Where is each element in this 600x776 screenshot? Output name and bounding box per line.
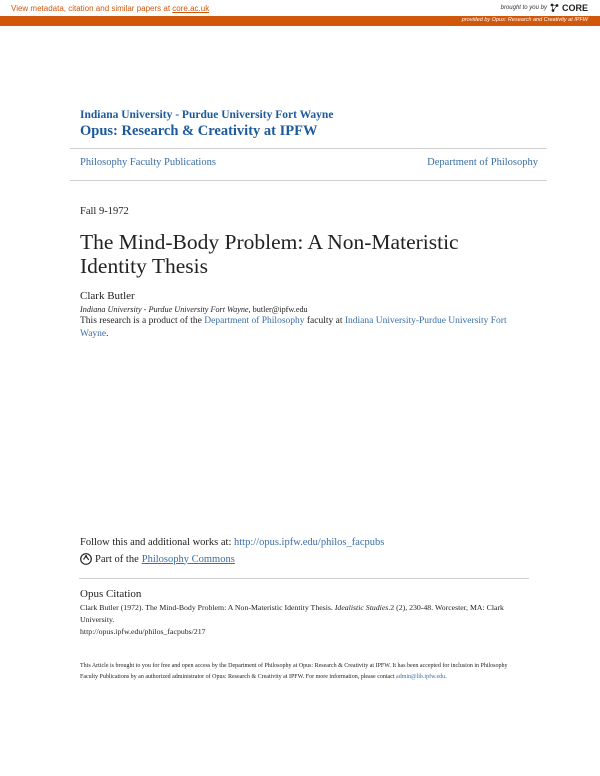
core-link-prefix: View metadata, citation and similar papers at bbox=[11, 4, 173, 13]
follow-url-link[interactable]: http://opus.ipfw.edu/philos_facpubs bbox=[234, 537, 385, 548]
product-institution-link[interactable]: Indiana University-Purdue University Fort Wayne bbox=[80, 316, 507, 339]
notice-text: This Article is brought to you for free and open access by the Department of Philosophy at Opus: Research & Creativity at IPFW. It has been accepted for inclusion in Philosophy Faculty Publications by an authorized administrator of Opus: Research & Creativity at IPFW. For more information, please contact bbox=[80, 663, 508, 680]
department-link[interactable]: Department of Philosophy bbox=[427, 157, 538, 168]
product-mid: faculty at bbox=[304, 316, 345, 326]
core-logo-icon bbox=[550, 3, 560, 13]
product-prefix: This research is a product of the bbox=[80, 316, 205, 326]
institution-name[interactable]: Indiana University - Purdue University Fort Wayne bbox=[80, 109, 334, 121]
article-title: The Mind-Body Problem: A Non-Materistic Identity Thesis bbox=[80, 230, 459, 278]
contact-email-link[interactable]: admin@lib.ipfw.edu bbox=[396, 673, 446, 680]
provided-by-bar bbox=[0, 16, 600, 26]
product-department-link[interactable]: Department of Philosophy bbox=[204, 316, 305, 326]
philosophy-commons-link[interactable]: Philosophy Commons bbox=[141, 553, 235, 565]
product-end: . bbox=[106, 329, 109, 339]
affiliation-separator: , bbox=[248, 305, 253, 314]
open-access-notice bbox=[80, 661, 525, 682]
follow-text: Follow this and additional works at: bbox=[80, 537, 234, 548]
author-affiliation bbox=[80, 305, 308, 314]
research-product-statement bbox=[80, 315, 520, 341]
collection-link[interactable]: Philosophy Faculty Publications bbox=[80, 157, 216, 168]
core-metadata-link[interactable] bbox=[11, 4, 209, 13]
citation-divider bbox=[79, 578, 529, 579]
part-of-prefix: Part of the bbox=[95, 553, 139, 565]
core-logo[interactable] bbox=[550, 3, 588, 13]
citation-journal: Idealistic Studies bbox=[334, 603, 389, 612]
author-name: Clark Butler bbox=[80, 290, 135, 302]
publication-date: Fall 9-1972 bbox=[80, 206, 129, 217]
core-brand bbox=[501, 3, 588, 13]
commons-network-icon bbox=[80, 553, 92, 565]
notice-end: . bbox=[445, 673, 447, 680]
part-of-commons bbox=[80, 553, 235, 565]
affiliation-text: Indiana University - Purdue University Fort Wayne bbox=[80, 305, 249, 314]
citation-body bbox=[80, 602, 520, 638]
citation-url: http://opus.ipfw.edu/philos_facpubs/217 bbox=[80, 627, 206, 636]
author-email: butler@ipfw.edu bbox=[252, 305, 308, 314]
core-link-domain: core.ac.uk bbox=[172, 4, 210, 13]
citation-heading: Opus Citation bbox=[80, 588, 142, 600]
header-divider-top bbox=[70, 148, 547, 149]
core-banner bbox=[0, 0, 600, 27]
provided-by-text: provided by Opus: Research and Creativity at IPFW bbox=[461, 17, 588, 23]
follow-works bbox=[80, 537, 384, 548]
citation-suffix: .2 (2), 230-48. Worcester, MA: Clark University. bbox=[80, 603, 504, 624]
brought-to-you-text: brought to you by bbox=[500, 5, 547, 11]
core-logo-text: CORE bbox=[561, 3, 588, 13]
citation-prefix: Clark Butler (1972). The Mind-Body Problem: A Non-Materistic Identity Thesis. bbox=[80, 603, 335, 612]
repository-name[interactable]: Opus: Research & Creativity at IPFW bbox=[80, 123, 318, 139]
header-divider-bottom bbox=[70, 180, 547, 181]
